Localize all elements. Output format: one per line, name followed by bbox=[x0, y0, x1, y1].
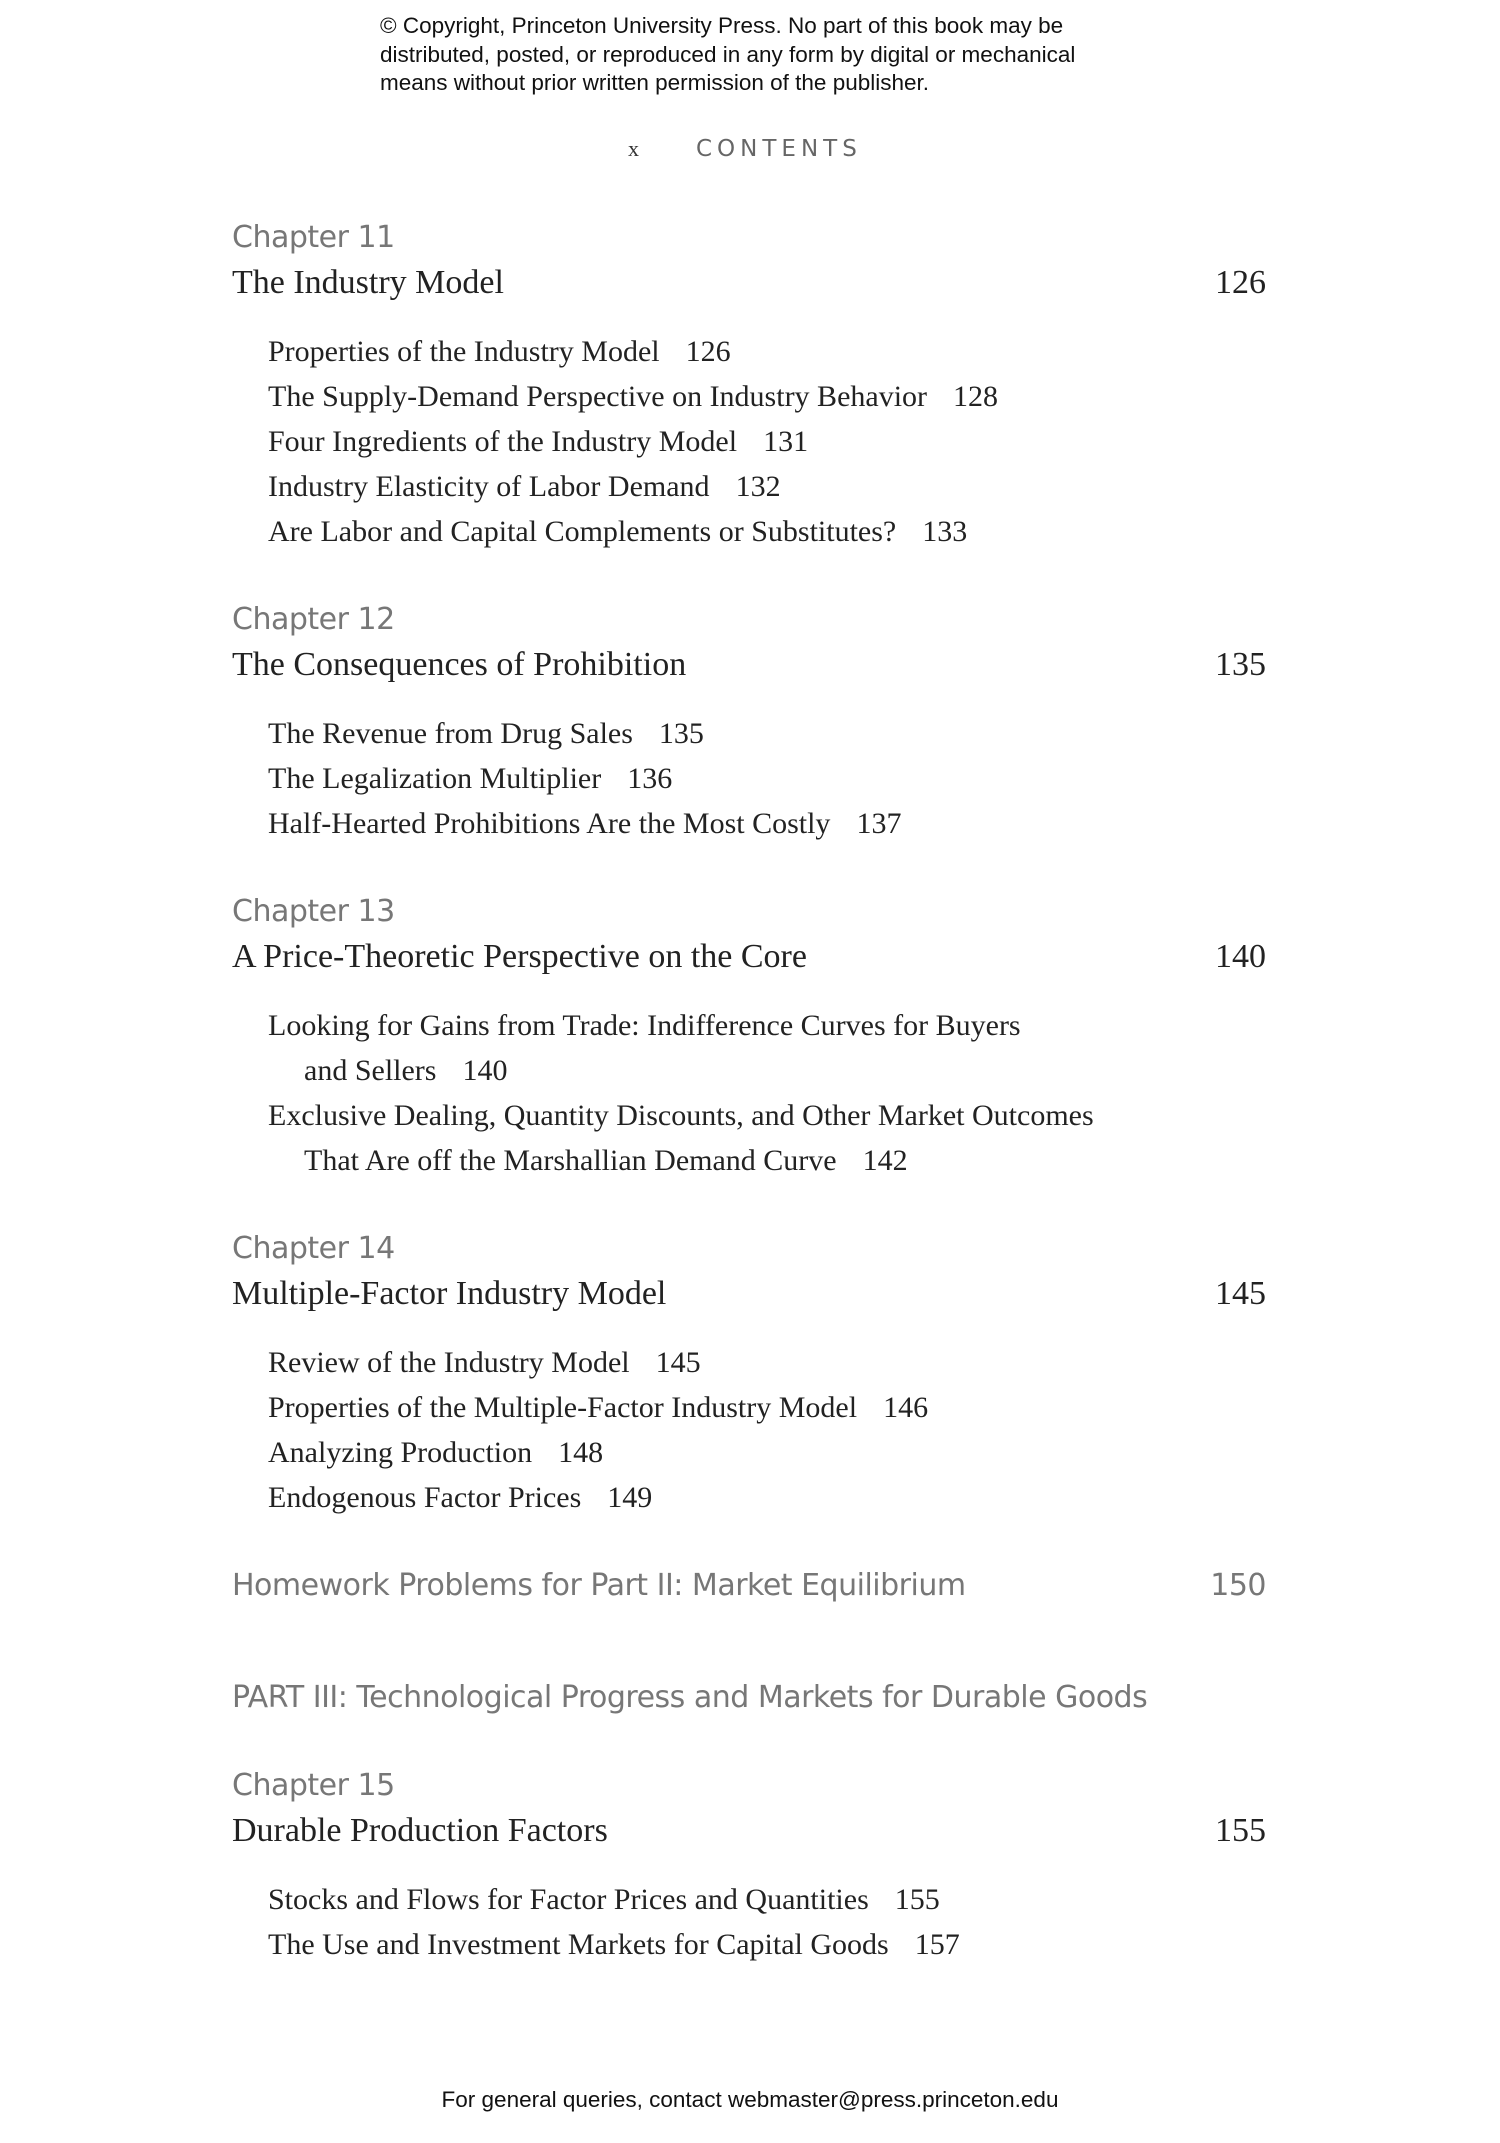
entry-page: 131 bbox=[763, 425, 809, 458]
chapter-title: The Industry Model bbox=[232, 264, 504, 301]
entry-page: 132 bbox=[735, 470, 781, 503]
chapter-title-row bbox=[232, 642, 1266, 687]
toc-entry bbox=[232, 756, 1266, 801]
homework-page: 150 bbox=[1210, 1568, 1266, 1603]
chapter-page: 135 bbox=[1215, 646, 1266, 683]
toc-entry bbox=[232, 1385, 1266, 1430]
toc-entry bbox=[232, 1003, 1266, 1048]
entry-title: Are Labor and Capital Complements or Substitutes? bbox=[268, 515, 897, 548]
copyright-line: © Copyright, Princeton University Press. No part of this book may be bbox=[380, 13, 1064, 38]
chapter-title-row bbox=[232, 260, 1266, 305]
entry-page: 137 bbox=[856, 807, 902, 840]
part-heading: PART III: Technological Progress and Markets for Durable Goods bbox=[232, 1680, 1148, 1715]
toc-entry bbox=[232, 801, 1266, 846]
chapter-section bbox=[232, 597, 1266, 846]
toc-entry bbox=[232, 1093, 1266, 1138]
entry-page: 149 bbox=[607, 1481, 653, 1514]
chapter-title-row bbox=[232, 934, 1266, 979]
entry-title: The Supply-Demand Perspective on Industry Behavior bbox=[268, 380, 928, 413]
homework-entry bbox=[232, 1563, 1266, 1608]
entry-title: Exclusive Dealing, Quantity Discounts, and Other Market Outcomes bbox=[268, 1099, 1094, 1132]
toc-entry bbox=[232, 1430, 1266, 1475]
entry-title: That Are off the Marshallian Demand Curve bbox=[304, 1144, 837, 1177]
chapter-page: 140 bbox=[1215, 938, 1266, 975]
chapter-label: Chapter 13 bbox=[232, 894, 395, 929]
copyright-line: means without prior written permission of the publisher. bbox=[380, 70, 930, 95]
entry-page: 157 bbox=[914, 1928, 960, 1961]
footer-contact: For general queries, contact webmaster@press.princeton.edu bbox=[441, 2087, 1059, 2112]
entry-page: 145 bbox=[655, 1346, 701, 1379]
chapter-section bbox=[232, 889, 1266, 1183]
chapter-group bbox=[232, 215, 1266, 1520]
entry-title: The Revenue from Drug Sales bbox=[268, 717, 633, 750]
section-entries bbox=[232, 711, 1266, 846]
chapter-section bbox=[232, 215, 1266, 554]
toc-entry bbox=[232, 1340, 1266, 1385]
copyright-line: distributed, posted, or reproduced in any form by digital or mechanical bbox=[380, 41, 1076, 67]
toc-entry bbox=[232, 329, 1266, 374]
entry-page: 142 bbox=[862, 1144, 908, 1177]
chapter-page: 155 bbox=[1215, 1812, 1266, 1849]
entry-page: 155 bbox=[894, 1883, 940, 1916]
toc-entry bbox=[232, 374, 1266, 419]
chapter-title: Durable Production Factors bbox=[232, 1812, 608, 1849]
entry-page: 135 bbox=[658, 717, 704, 750]
entry-page: 126 bbox=[685, 335, 731, 368]
chapter-group bbox=[232, 1763, 1266, 1967]
chapter-page: 145 bbox=[1215, 1275, 1266, 1312]
entry-title: Analyzing Production bbox=[268, 1436, 533, 1469]
entry-title: and Sellers bbox=[304, 1054, 437, 1087]
toc-entry bbox=[232, 1475, 1266, 1520]
toc-entry bbox=[232, 1877, 1266, 1922]
entry-title: Looking for Gains from Trade: Indifference Curves for Buyers bbox=[268, 1009, 1021, 1042]
toc-entry bbox=[232, 1138, 1266, 1183]
copyright-notice bbox=[380, 12, 1075, 98]
toc-entry bbox=[232, 1048, 1266, 1093]
toc-entry bbox=[232, 464, 1266, 509]
entry-title: Endogenous Factor Prices bbox=[268, 1481, 582, 1514]
entry-title: The Legalization Multiplier bbox=[268, 762, 602, 795]
table-of-contents bbox=[232, 215, 1266, 2010]
chapter-section bbox=[232, 1226, 1266, 1520]
toc-entry bbox=[232, 711, 1266, 756]
entry-page: 148 bbox=[558, 1436, 604, 1469]
entry-page: 128 bbox=[953, 380, 999, 413]
section-entries bbox=[232, 1877, 1266, 1967]
entry-page: 146 bbox=[883, 1391, 929, 1424]
toc-entry bbox=[232, 1922, 1266, 1967]
chapter-title-row bbox=[232, 1808, 1266, 1853]
toc-entry bbox=[232, 509, 1266, 554]
entry-title: Properties of the Multiple-Factor Industry Model bbox=[268, 1391, 858, 1424]
entry-page: 133 bbox=[922, 515, 968, 548]
entry-title: The Use and Investment Markets for Capital Goods bbox=[268, 1928, 889, 1961]
entry-title: Half-Hearted Prohibitions Are the Most Costly bbox=[268, 807, 831, 840]
entry-title: Four Ingredients of the Industry Model bbox=[268, 425, 738, 458]
chapter-page: 126 bbox=[1215, 264, 1266, 301]
chapter-label: Chapter 11 bbox=[232, 220, 395, 255]
section-entries bbox=[232, 1340, 1266, 1520]
entry-title: Stocks and Flows for Factor Prices and Quantities bbox=[268, 1883, 869, 1916]
section-entries bbox=[232, 329, 1266, 554]
chapter-label: Chapter 14 bbox=[232, 1231, 395, 1266]
toc-entry bbox=[232, 419, 1266, 464]
chapter-section bbox=[232, 1763, 1266, 1967]
chapter-title: A Price-Theoretic Perspective on the Core bbox=[232, 938, 807, 975]
entry-title: Review of the Industry Model bbox=[268, 1346, 630, 1379]
chapter-label: Chapter 15 bbox=[232, 1768, 395, 1803]
chapter-label: Chapter 12 bbox=[232, 602, 395, 637]
page-number: x bbox=[628, 136, 639, 161]
entry-page: 136 bbox=[627, 762, 673, 795]
homework-title: Homework Problems for Part II: Market Equilibrium bbox=[232, 1568, 966, 1603]
entry-title: Industry Elasticity of Labor Demand bbox=[268, 470, 710, 503]
section-entries bbox=[232, 1003, 1266, 1183]
chapter-title-row bbox=[232, 1271, 1266, 1316]
chapter-title: Multiple-Factor Industry Model bbox=[232, 1275, 667, 1312]
chapter-title: The Consequences of Prohibition bbox=[232, 646, 687, 683]
entry-page: 140 bbox=[462, 1054, 508, 1087]
entry-title: Properties of the Industry Model bbox=[268, 335, 660, 368]
running-title: CONTENTS bbox=[696, 136, 862, 162]
